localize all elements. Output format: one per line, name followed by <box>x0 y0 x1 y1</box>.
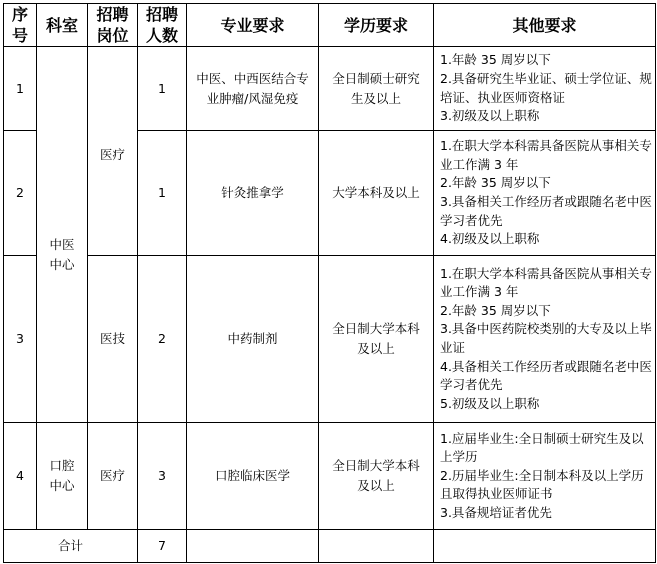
header-major: 专业要求 <box>187 4 319 47</box>
total-count: 7 <box>138 530 187 563</box>
cell-position: 医疗 <box>88 47 138 256</box>
header-count-line1: 招聘 <box>145 5 178 24</box>
cell-dept <box>37 423 88 530</box>
cell-education-line1: 全日制大学本科 <box>332 458 420 473</box>
other-item: 2.历届毕业生:全日制本科及以上学历且取得执业医师证书 <box>440 467 644 502</box>
other-item: 3.初级及以上职称 <box>440 108 540 124</box>
header-seq-line1: 序 <box>11 5 28 24</box>
total-major <box>187 530 319 563</box>
cell-education <box>319 47 434 131</box>
header-position-line1: 招聘 <box>96 5 129 24</box>
cell-count: 2 <box>138 256 187 423</box>
header-row <box>4 4 656 47</box>
other-item: 4.初级及以上职称 <box>440 231 540 247</box>
cell-other <box>434 423 656 530</box>
total-label: 合计 <box>4 530 138 563</box>
cell-other <box>434 256 656 423</box>
cell-dept-line2: 中心 <box>49 256 75 272</box>
cell-count: 3 <box>138 423 187 530</box>
header-education: 学历要求 <box>319 4 434 47</box>
other-item: 4.具备相关工作经历者或跟随名老中医学习者优先 <box>440 358 652 393</box>
cell-other <box>434 47 656 131</box>
cell-other <box>434 131 656 256</box>
other-item: 3.具备中医药院校类别的大专及以上毕业证 <box>440 321 652 355</box>
recruitment-table <box>3 3 656 563</box>
table-row <box>4 256 656 423</box>
cell-seq: 4 <box>4 423 37 530</box>
cell-education-line2: 及以上 <box>357 341 395 356</box>
cell-education <box>319 423 434 530</box>
other-item: 2.年龄 35 周岁以下 <box>440 175 551 191</box>
total-row <box>4 530 656 563</box>
other-item: 3.具备规培证者优先 <box>440 504 552 520</box>
cell-seq: 2 <box>4 131 37 256</box>
other-item: 3.具备相关工作经历者或跟随名老中医学习者优先 <box>440 194 652 228</box>
cell-education-line2: 及以上 <box>357 478 395 493</box>
cell-dept <box>37 47 88 423</box>
cell-major-line1: 中医、中西医结合专 <box>196 70 309 86</box>
header-dept: 科室 <box>37 4 88 47</box>
total-education <box>319 530 434 563</box>
other-item: 5.初级及以上职称 <box>440 395 540 411</box>
header-seq <box>4 4 37 47</box>
cell-education: 大学本科及以上 <box>319 131 434 256</box>
cell-seq: 3 <box>4 256 37 423</box>
cell-education <box>319 256 434 423</box>
cell-dept-line1: 中医 <box>49 236 75 252</box>
cell-count: 1 <box>138 131 187 256</box>
cell-seq: 1 <box>4 47 37 131</box>
cell-education-line1: 全日制硕士研究 <box>332 70 420 86</box>
cell-major-line2: 业肿瘤/风湿免疫 <box>206 90 299 106</box>
cell-education-line2: 生及以上 <box>350 90 401 106</box>
header-position-line2: 岗位 <box>96 26 129 45</box>
cell-major: 针灸推拿学 <box>187 131 319 256</box>
other-item: 1.应届毕业生:全日制硕士研究生及以上学历 <box>440 430 644 465</box>
other-item: 1.年龄 35 周岁以下 <box>440 52 551 68</box>
other-item: 2.具备研究生毕业证、硕士学位证、规培证、执业医师资格证 <box>440 70 652 105</box>
header-seq-line2: 号 <box>11 26 28 45</box>
header-count-line2: 人数 <box>145 26 178 45</box>
cell-position: 医技 <box>88 256 138 423</box>
cell-position: 医疗 <box>88 423 138 530</box>
total-other <box>434 530 656 563</box>
other-item: 2.年龄 35 周岁以下 <box>440 302 551 318</box>
table-row <box>4 47 656 131</box>
cell-count: 1 <box>138 47 187 131</box>
other-item: 1.在职大学本科需具备医院从事相关专业工作满 3 年 <box>440 138 652 172</box>
cell-education-line1: 全日制大学本科 <box>332 321 420 336</box>
other-item: 1.在职大学本科需具备医院从事相关专业工作满 3 年 <box>440 265 652 300</box>
header-count <box>138 4 187 47</box>
header-position <box>88 4 138 47</box>
cell-dept-line1: 口腔 <box>49 458 75 473</box>
cell-major: 口腔临床医学 <box>187 423 319 530</box>
table-row <box>4 423 656 530</box>
cell-major: 中药制剂 <box>187 256 319 423</box>
cell-dept-line2: 中心 <box>49 478 75 493</box>
header-other: 其他要求 <box>434 4 656 47</box>
cell-major <box>187 47 319 131</box>
